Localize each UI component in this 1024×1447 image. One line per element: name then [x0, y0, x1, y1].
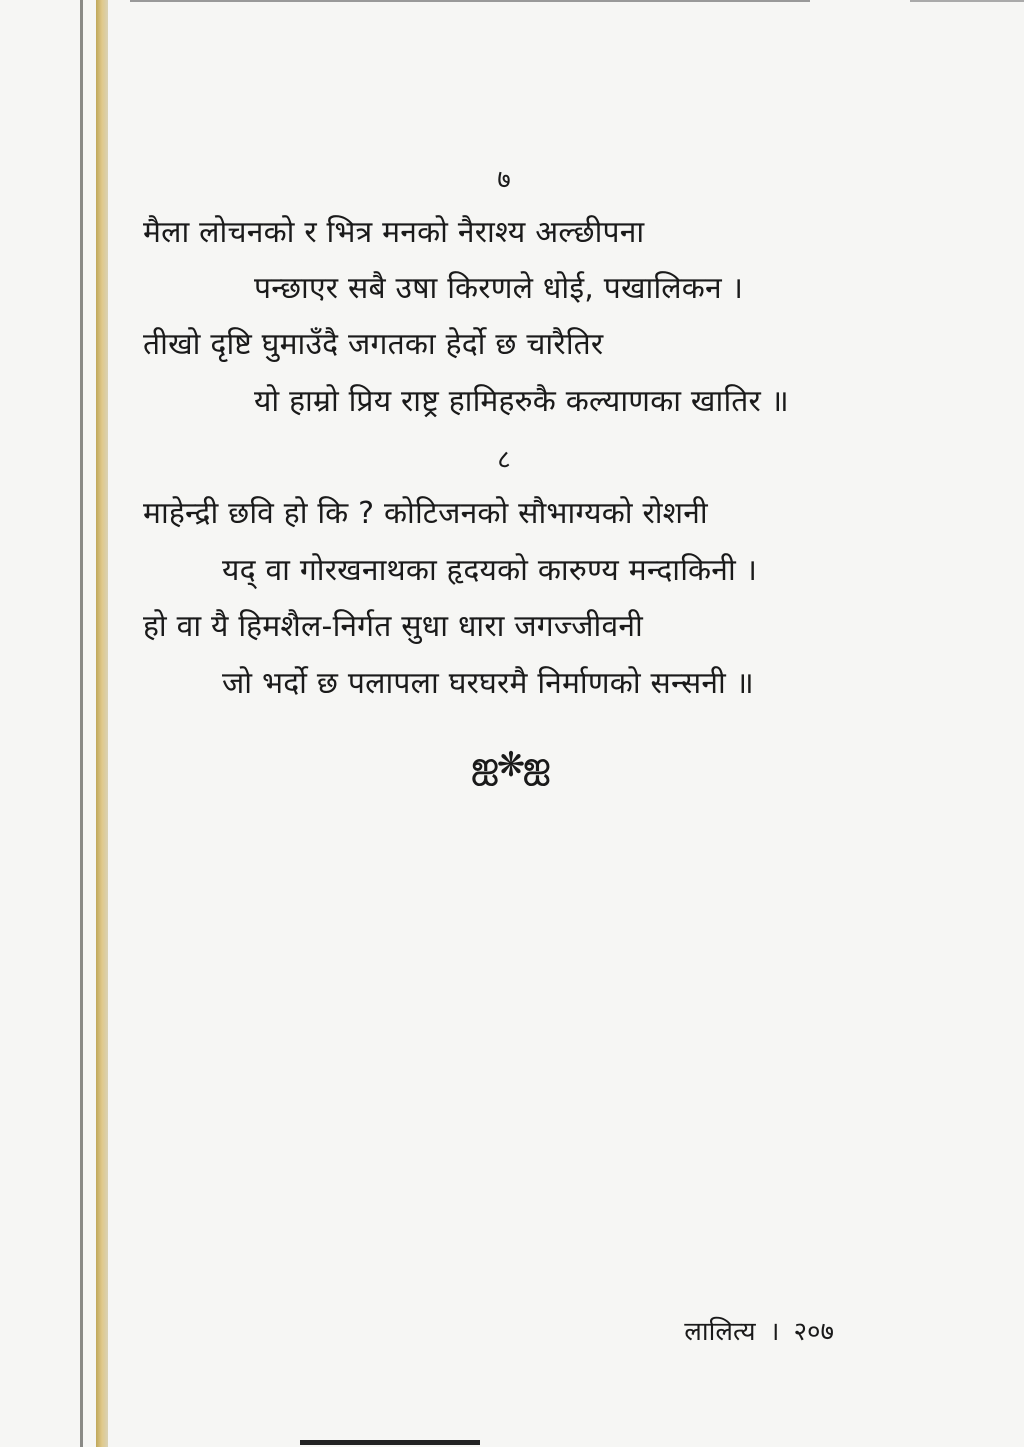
stanza-number: ७ [497, 165, 511, 195]
binding-shadow [80, 0, 83, 1447]
ornament-divider: ஐ❋ஐ [471, 745, 549, 785]
book-title: लालित्य [684, 1317, 756, 1347]
verse-line: तीखो दृष्टि घुमाउँदै जगतका हेर्दो छ चारैतिर [143, 327, 604, 362]
top-rule [130, 0, 810, 2]
verse-line: यो हाम्रो प्रिय राष्ट्र हामिहरुकै कल्याणका खातिर ॥ [254, 384, 789, 419]
page-number: २०७ [793, 1317, 834, 1347]
top-rule-right [910, 0, 1024, 2]
verse-line: मैला लोचनको र भित्र मनको नैराश्य अल्छीपना [143, 215, 645, 250]
verse-line: पन्छाएर सबै उषा किरणले धोई, पखालिकन । [254, 271, 744, 306]
verse-line: जो भर्दो छ पलापला घरघरमै निर्माणको सन्सनी ॥ [222, 666, 754, 701]
verse-line: हो वा यै हिमशैल-निर्गत सुधा धारा जगज्जीवनी [143, 609, 643, 644]
binding-edge [96, 0, 108, 1447]
verse-line: माहेन्द्री छवि हो कि ? कोटिजनको सौभाग्यको रोशनी [143, 496, 708, 531]
page-footer [684, 1312, 834, 1348]
stanza-number: ८ [497, 445, 511, 475]
verse-line: यद् वा गोरखनाथका हृदयको कारुण्य मन्दाकिनी । [222, 553, 758, 588]
bottom-rule [300, 1440, 480, 1445]
footer-separator: । [769, 1317, 780, 1347]
